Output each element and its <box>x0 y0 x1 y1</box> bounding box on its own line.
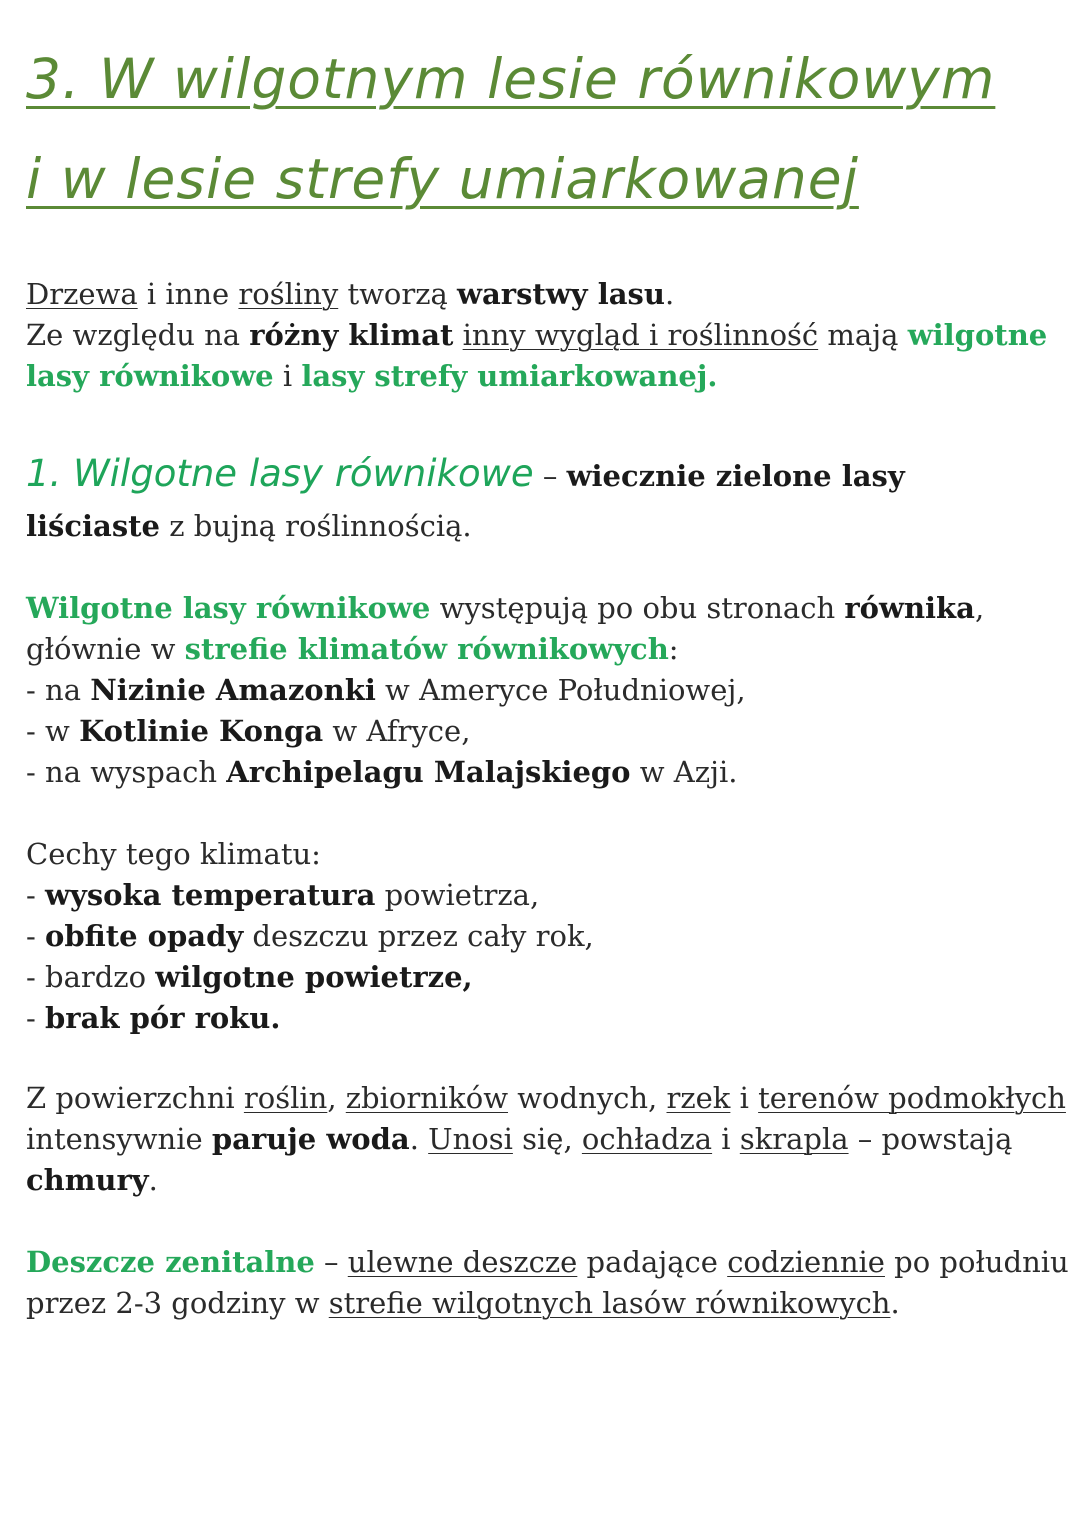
section-1-definition: liściaste z bujną roślinnością. <box>26 509 472 543</box>
list-heading: Cechy tego klimatu: <box>26 837 321 871</box>
bold-term: warstwy lasu <box>457 277 665 311</box>
underlined-term: inny wygląd i roślinność <box>462 318 819 352</box>
list-item: - w Kotlinie Konga w Afryce, <box>26 714 471 748</box>
bold-term: wiecznie zielone lasy <box>566 459 905 493</box>
list-item: - bardzo wilgotne powietrze, <box>26 960 473 994</box>
list-item: - na wyspach Archipelagu Malajskiego w Azji. <box>26 755 738 789</box>
rain-paragraph: Deszcze zenitalne – ulewne deszcze padające codziennie po południu przez 2-3 godziny w strefie wilgotnych lasów równikowych. <box>26 1245 1069 1320</box>
bold-term: liściaste <box>26 509 160 543</box>
list-item: - brak pór roku. <box>26 1001 281 1035</box>
bold-term: różny klimat <box>249 318 454 352</box>
underlined-term: rośliny <box>238 277 339 311</box>
climate-features <box>26 834 1056 1039</box>
section-heading: 1. Wilgotne lasy równikowe <box>26 452 534 495</box>
highlight-term: strefie klimatów równikowych <box>184 632 669 666</box>
intro-paragraph: Drzewa i inne rośliny tworzą warstwy lasu. Ze względu na różny klimat inny wygląd i roślinność mają wilgotne lasy równikowe i lasy strefy umiarkowanej. <box>26 277 1048 393</box>
list-item: - wysoka temperatura powietrza, <box>26 878 540 912</box>
highlight-term: lasy strefy umiarkowanej. <box>301 359 718 393</box>
highlight-term: Wilgotne lasy równikowe <box>26 591 431 625</box>
evaporation-paragraph: Z powierzchni roślin, zbiorników wodnych, rzek i terenów podmokłych intensywnie paruje woda. Unosi się, ochładza i skrapla – powstają chmury. <box>26 1081 1066 1197</box>
highlight-term: Deszcze zenitalne <box>26 1245 315 1279</box>
bold-term: równika <box>844 591 975 625</box>
page-title-line-1: 3. W wilgotnym lesie równikowym <box>26 47 996 111</box>
page-title-line-2: i w lesie strefy umiarkowanej <box>26 147 859 211</box>
underlined-term: Drzewa <box>26 277 138 311</box>
occurrence-paragraph: Wilgotne lasy równikowe występują po obu stronach równika, głównie w strefie klimatów równikowych: - na Nizinie Amazonki w Ameryce Południowej, - w Kotlinie Konga w Afryce, - na wyspach Archipelagu Malajskiego w Azji. <box>26 588 1056 793</box>
list-item: - obfite opady deszczu przez cały rok, <box>26 919 594 953</box>
list-item: - na Nizinie Amazonki w Ameryce Południowej, <box>26 673 746 707</box>
section-1-heading: 1. Wilgotne lasy równikowe – wiecznie zielone lasy <box>26 452 905 495</box>
highlight-term: lasy równikowe <box>26 359 274 393</box>
highlight-term: wilgotne <box>907 318 1048 352</box>
